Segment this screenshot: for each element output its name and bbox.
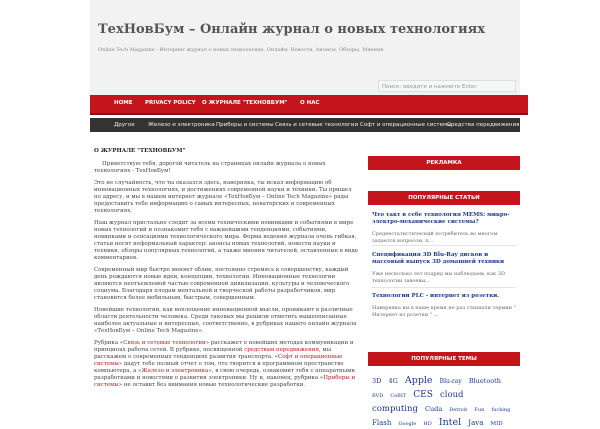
site-header: [90, 0, 520, 95]
tag-link[interactable]: MID: [490, 421, 503, 427]
tag-link[interactable]: Google: [398, 421, 417, 427]
category-navigation: [90, 118, 520, 132]
text-fragment: , мы расскажем о современных тенденциях развития транспорта. «: [94, 347, 332, 360]
right-background: [520, 0, 600, 400]
tag-link[interactable]: Fun: [474, 407, 485, 413]
tag-link[interactable]: Blu-ray: [439, 378, 462, 385]
cat-transport[interactable]: Средства передвижения: [447, 122, 520, 128]
tag-link[interactable]: Cuda: [425, 405, 443, 413]
article-paragraph: [94, 340, 360, 389]
tag-link[interactable]: 3D: [372, 377, 382, 385]
tag-link[interactable]: cloud: [439, 390, 464, 400]
tag-link[interactable]: Flash: [372, 419, 392, 427]
left-background: [0, 0, 90, 400]
nav-privacy-policy[interactable]: PRIVACY POLICY: [145, 100, 196, 106]
tag-link[interactable]: fucking: [491, 407, 511, 413]
tag-link[interactable]: CES: [413, 390, 433, 400]
tag-link[interactable]: BVD: [372, 393, 384, 399]
tag-cloud: [372, 373, 518, 429]
article-paragraph: Современный мир быстро меняет облик, постоянно стремясь к совершенству, каждый день рождаются новые идеи, концепции, технологии. Инновационные технологии являются неотъемлемой частью современной цивилизации, культуры и человеческого социума. Благодаря плодам ментальной и творческой работы разработчиков, мир становится более мобильным, быстрым, совершенным.: [94, 267, 350, 301]
popular-post-excerpt: Наверняка вы в наше время не раз слышали термин " Интернет из розетки " ...: [372, 305, 516, 318]
article-paragraph: Новейшие технологии, как воплощение инновационной мысли, проникают в различные области деятельности человека. Среди таковых мы решили отметить вышеописанные наиболее актуальные и интересные, соответственно, в рубриках нашего онлайн журнала «ТехНовБум – Online Tech Magazine».: [94, 307, 357, 334]
article-paragraph: Приветствую тебя, дорогой читатель на страницах онлайн журнала о новых технологиях - ТехНовБум!: [94, 161, 326, 174]
article-paragraph: Это не случайность, что ты оказался здесь, наверняка, ты искал информацию об инновационных технологиях, и достижениях современной науки и техники. Ты пришел по адресу, и мы в нашем интернет журнале «ТехНовБум – Online Tech Magazine» рады предоставить тебе информацию о самых интересных, новаторских и современных технологиях.: [94, 180, 352, 214]
link-transport[interactable]: средствам передвижения: [244, 347, 319, 353]
cat-hardware[interactable]: Железо и электроника: [148, 122, 215, 128]
article: [94, 148, 360, 400]
link-software[interactable]: Софт и операционные системы: [94, 354, 343, 367]
tag-link[interactable]: CeBIT: [390, 393, 407, 399]
tag-link[interactable]: Java: [468, 419, 484, 427]
popular-post-excerpt: Среднестатистический потребитель во многом задается вопросом, п...: [372, 231, 498, 244]
site-title[interactable]: ТехНовБум – Онлайн журнал о новых технологиях: [98, 22, 486, 37]
cat-networks[interactable]: Связь и сетевые технологии: [275, 122, 359, 128]
tag-link[interactable]: HD: [423, 421, 432, 427]
text-fragment: », в свою очередь, ознакомит тебя с аппаратными разработками и новостями о развитии электроники. Ну и, наконец, рубрика «: [94, 368, 356, 381]
tag-link[interactable]: computing: [372, 404, 418, 414]
tag-link[interactable]: Intel: [438, 417, 462, 428]
text-fragment: » не оставит без внимания новые технологические разработки.: [118, 382, 306, 388]
popular-post-title[interactable]: Спецификация 3D Blu-Ray дисков и массовый выпуск 3D домашней техники: [372, 252, 505, 265]
sidebar: [368, 148, 520, 428]
cat-other[interactable]: Другое: [114, 122, 135, 128]
text-fragment: » дадут тебе полный отчет о том, что творится в программном пространстве компьютера, а «: [94, 361, 344, 374]
popular-posts-title: ПОПУЛЯРНЫЕ СТАТЬИ: [368, 191, 520, 205]
nav-about-journal[interactable]: О ЖУРНАЛЕ "ТЕХНОВБУМ": [202, 100, 288, 106]
popular-post: [372, 293, 516, 319]
main-navigation: [90, 95, 528, 115]
cat-software[interactable]: Софт и операционные системы: [360, 122, 452, 128]
divider: [372, 287, 516, 288]
nav-about-us[interactable]: О НАС: [300, 100, 320, 106]
tag-link[interactable]: Bluetooth: [468, 377, 501, 385]
site-description: Online Tech Magazine - Интернет журнал о новых технологиях. Онлайн: Новости, Анонсы, Обзоры, Мнения: [98, 47, 384, 53]
cat-devices[interactable]: Приборы и системы: [216, 122, 274, 128]
text-fragment: » расскажет о новейших методах коммуникации и принципах работы сетей. В рубрике, посвященной: [94, 340, 354, 353]
popular-post-title[interactable]: Технологии PLC - интернет из розетки.: [372, 293, 500, 299]
nav-home[interactable]: HOME: [114, 100, 133, 106]
text-fragment: Рубрика «: [94, 340, 124, 346]
page-wrapper: [90, 0, 520, 428]
tag-link[interactable]: 4G: [388, 377, 398, 385]
tag-link[interactable]: Detroit: [449, 407, 468, 413]
tag-link[interactable]: Apple: [404, 375, 433, 386]
popular-post-title[interactable]: Что такт в себе технология MEMS: микро-электро-механические системы?: [372, 212, 510, 225]
link-networks[interactable]: Связь и сетевые технологии: [123, 340, 206, 346]
popular-post: [372, 212, 516, 245]
article-paragraph: Наш журнал пристально следит за всеми техническими новинками и событиями в мире новых технологий и познакомит тебя с важнейшими тенденциями, событиями, новинками и сенсациями технологического мира. Форма ведения журнала очень гибкая, статьи носят неформальный характер: анонсы новых технологий, новости науки и техники, обзоры популярных технологий, а также мнения читателей, оставленные в виде комментариев.: [94, 220, 359, 261]
divider: [372, 245, 516, 246]
popular-post: [372, 252, 516, 285]
popular-post-excerpt: Уже несколько лет подряд мы наблюдаем, как 3D технологии завоевы...: [372, 271, 505, 284]
link-hardware[interactable]: Железо и электроника: [141, 368, 209, 374]
ads-widget-title: РЕКЛАМКА: [368, 156, 520, 170]
link-devices[interactable]: Приборы и системы: [94, 375, 356, 388]
article-title: О ЖУРНАЛЕ "ТЕХНОВБУМ": [94, 148, 186, 154]
search-input[interactable]: Поиск: введите и нажмите Enter: [378, 80, 516, 92]
popular-topics-title: ПОПУЛЯРНЫЕ ТЕМЫ: [368, 352, 520, 366]
